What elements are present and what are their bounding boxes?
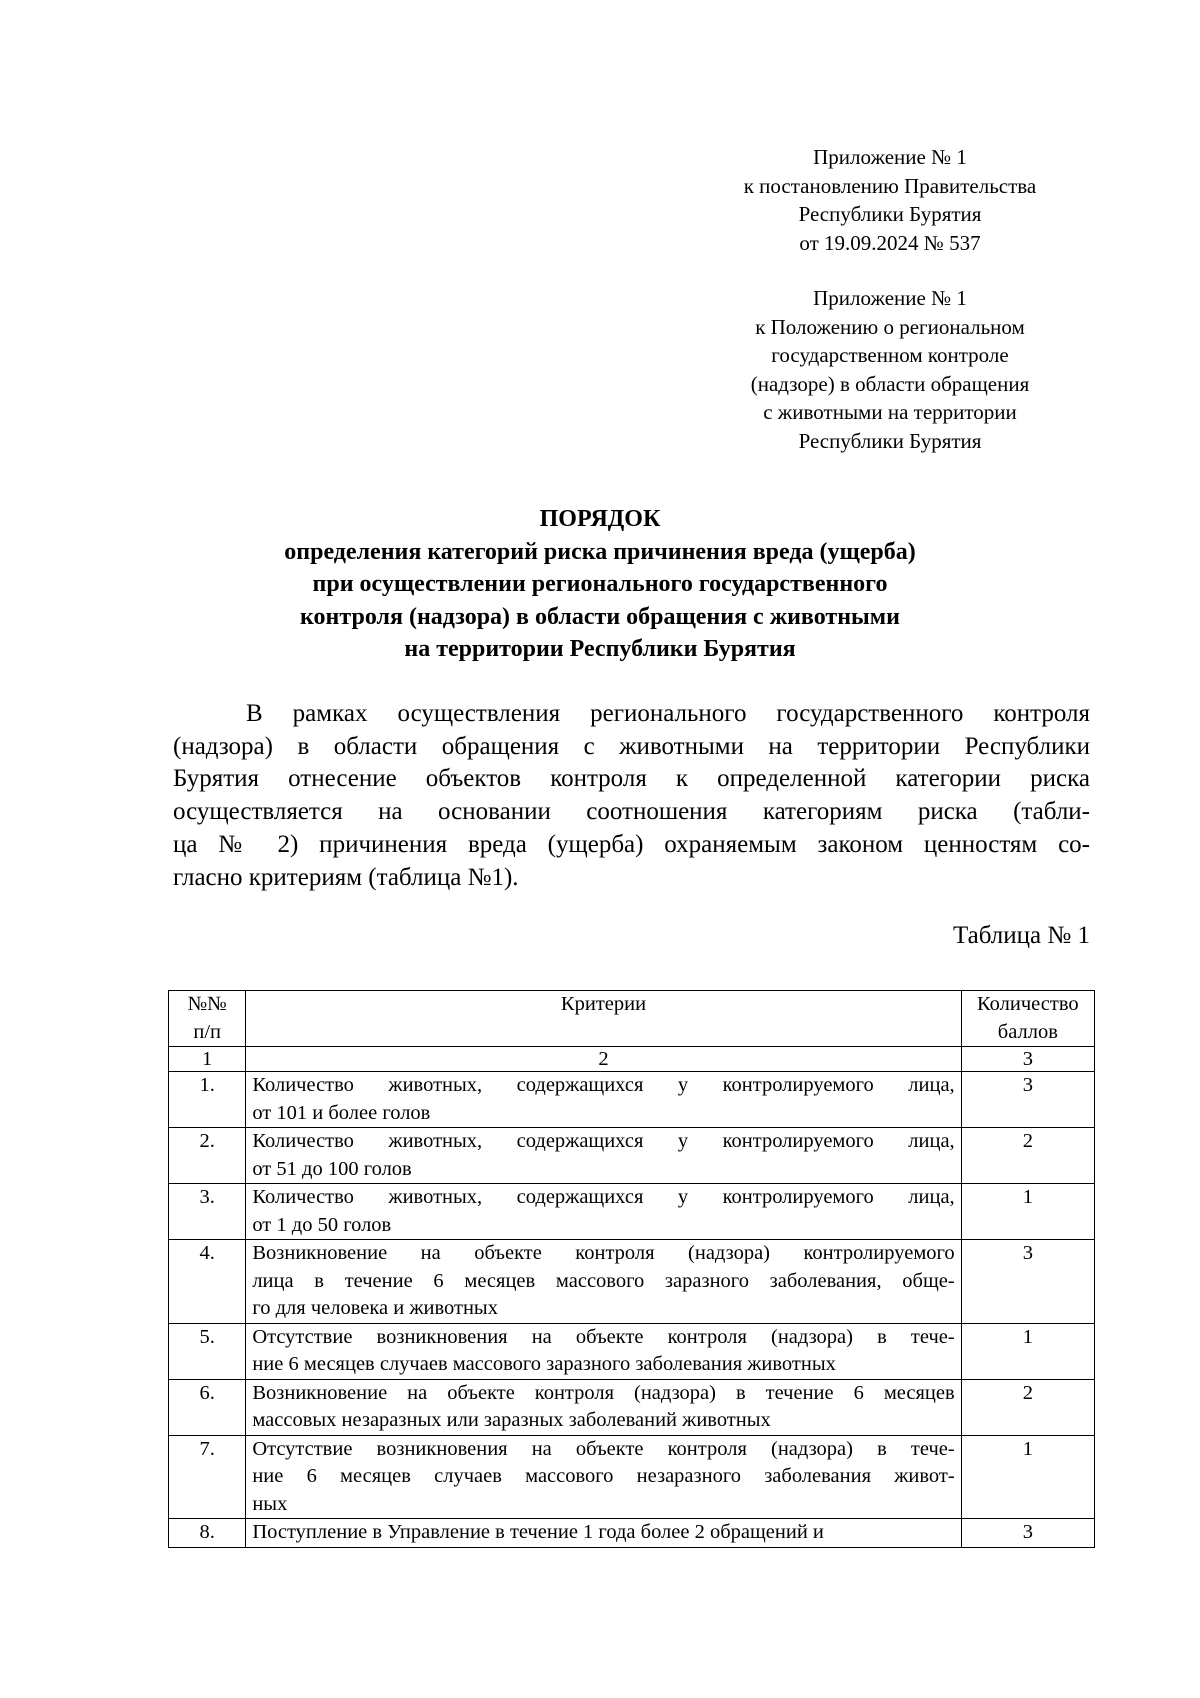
title-subtitle-line: контроля (надзора) в области обращения с животными xyxy=(300,603,900,630)
criteria-line: Отсутствие возникновения на объекте контроля (надзора) в тече- xyxy=(252,1437,955,1460)
row-criteria xyxy=(246,1379,961,1435)
row-criteria xyxy=(246,1128,961,1184)
criteria-line: ных xyxy=(252,1492,288,1515)
criteria-line: Поступление в Управление в течение 1 года более 2 обращений и xyxy=(252,1521,824,1543)
row-points: 3 xyxy=(961,1072,1094,1128)
table-row xyxy=(169,1379,1095,1435)
header-points-line: Количество xyxy=(977,993,1079,1015)
row-number: 5. xyxy=(169,1323,246,1379)
column-index-cell: 2 xyxy=(246,1047,961,1072)
table-row xyxy=(169,1323,1095,1379)
title-subtitle-line: при осуществлении регионального государственного xyxy=(312,571,888,597)
criteria-line: от 51 до 100 голов xyxy=(252,1157,412,1180)
criteria-line: от 1 до 50 голов xyxy=(252,1213,392,1236)
row-number: 4. xyxy=(169,1240,246,1324)
intro-paragraph xyxy=(173,698,1090,894)
criteria-line: лица в течение 6 месяцев массового заразного заболевания, обще- xyxy=(252,1269,955,1292)
column-index-row xyxy=(169,1047,1095,1072)
paragraph-line: гласно критериям (таблица №1). xyxy=(173,863,519,891)
appendix-2-line: с животными на территории xyxy=(763,400,1017,424)
criteria-line: го для человека и животных xyxy=(252,1297,498,1319)
criteria-line: ние 6 месяцев случаев массового незаразного заболевания живот- xyxy=(252,1465,955,1487)
row-number: 2. xyxy=(169,1128,246,1184)
table-row xyxy=(169,1435,1095,1519)
table-row xyxy=(169,1128,1095,1184)
paragraph-line: осуществляется на основании соотношения категориям риска (табли- xyxy=(173,798,1090,826)
criteria-line: Отсутствие возникновения на объекте контроля (надзора) в тече- xyxy=(252,1325,955,1348)
row-criteria xyxy=(246,1323,961,1379)
criteria-line: ние 6 месяцев случаев массового заразного заболевания животных xyxy=(252,1353,836,1375)
row-number: 3. xyxy=(169,1184,246,1240)
title-subtitle-line: определения категорий риска причинения вреда (ущерба) xyxy=(284,538,916,565)
paragraph-line: ца № 2) причинения вреда (ущерба) охраняемым законом ценностям со- xyxy=(173,830,1090,858)
header-number xyxy=(169,991,246,1047)
row-criteria xyxy=(246,1072,961,1128)
appendix-1-line: от 19.09.2024 № 537 xyxy=(799,230,981,255)
row-criteria xyxy=(246,1184,961,1240)
header-points-line: баллов xyxy=(997,1020,1058,1043)
table-row xyxy=(169,1184,1095,1240)
header-criteria: Критерии xyxy=(246,991,961,1047)
paragraph-line: Бурятия отнесение объектов контроля к определенной категории риска xyxy=(173,765,1090,793)
paragraph-line: В рамках осуществления регионального государственного контроля xyxy=(246,700,1090,727)
criteria-line: от 101 и более голов xyxy=(252,1101,431,1124)
row-number: 1. xyxy=(169,1072,246,1128)
row-criteria xyxy=(246,1435,961,1519)
table-row xyxy=(169,1072,1095,1128)
criteria-table xyxy=(168,990,1095,1548)
appendix-1-block xyxy=(690,143,1090,257)
row-points: 3 xyxy=(961,1240,1094,1324)
row-points: 1 xyxy=(961,1323,1094,1379)
appendix-2-line: (надзоре) в области обращения xyxy=(750,371,1030,396)
column-index-cell: 3 xyxy=(961,1047,1094,1072)
appendix-2-line: к Положению о региональном xyxy=(755,314,1025,339)
title-heading: ПОРЯДОК xyxy=(539,506,661,532)
appendix-1-line: Республики Бурятия xyxy=(798,202,982,226)
appendix-1-line: к постановлению Правительства xyxy=(743,173,1037,198)
criteria-line: Возникновение на объекте контроля (надзора) контролируемого xyxy=(252,1242,955,1264)
appendix-2-line: государственном контроле xyxy=(771,343,1009,367)
row-number: 8. xyxy=(169,1519,246,1548)
appendix-2-line: Приложение № 1 xyxy=(813,286,967,310)
header-number-line: №№ xyxy=(187,993,227,1015)
document-title xyxy=(100,503,1100,666)
row-points: 2 xyxy=(961,1379,1094,1435)
table-row xyxy=(169,1240,1095,1324)
header-number-line: п/п xyxy=(193,1020,221,1043)
criteria-line: массовых незаразных или заразных заболеваний животных xyxy=(252,1409,771,1431)
column-index-cell: 1 xyxy=(169,1047,246,1072)
criteria-line: Количество животных, содержащихся у контролируемого лица, xyxy=(252,1186,955,1208)
row-points: 3 xyxy=(961,1519,1094,1548)
row-points: 1 xyxy=(961,1435,1094,1519)
table-row xyxy=(169,1519,1095,1548)
appendix-1-line: Приложение № 1 xyxy=(813,145,967,169)
appendix-2-line: Республики Бурятия xyxy=(798,428,982,453)
row-points: 1 xyxy=(961,1184,1094,1240)
row-criteria xyxy=(246,1240,961,1324)
paragraph-line: (надзора) в области обращения с животными на территории Республики xyxy=(173,732,1090,760)
table-caption: Таблица № 1 xyxy=(952,922,1090,949)
row-number: 7. xyxy=(169,1435,246,1519)
title-subtitle-line: на территории Республики Бурятия xyxy=(404,636,796,662)
criteria-line: Возникновение на объекте контроля (надзора) в течение 6 месяцев xyxy=(252,1381,955,1404)
header-points xyxy=(961,991,1094,1047)
criteria-line: Количество животных, содержащихся у контролируемого лица, xyxy=(252,1130,955,1152)
criteria-line: Количество животных, содержащихся у контролируемого лица, xyxy=(252,1074,955,1096)
row-number: 6. xyxy=(169,1379,246,1435)
appendix-2-block xyxy=(690,284,1090,455)
row-points: 2 xyxy=(961,1128,1094,1184)
row-criteria xyxy=(246,1519,961,1548)
table-header-row xyxy=(169,991,1095,1047)
